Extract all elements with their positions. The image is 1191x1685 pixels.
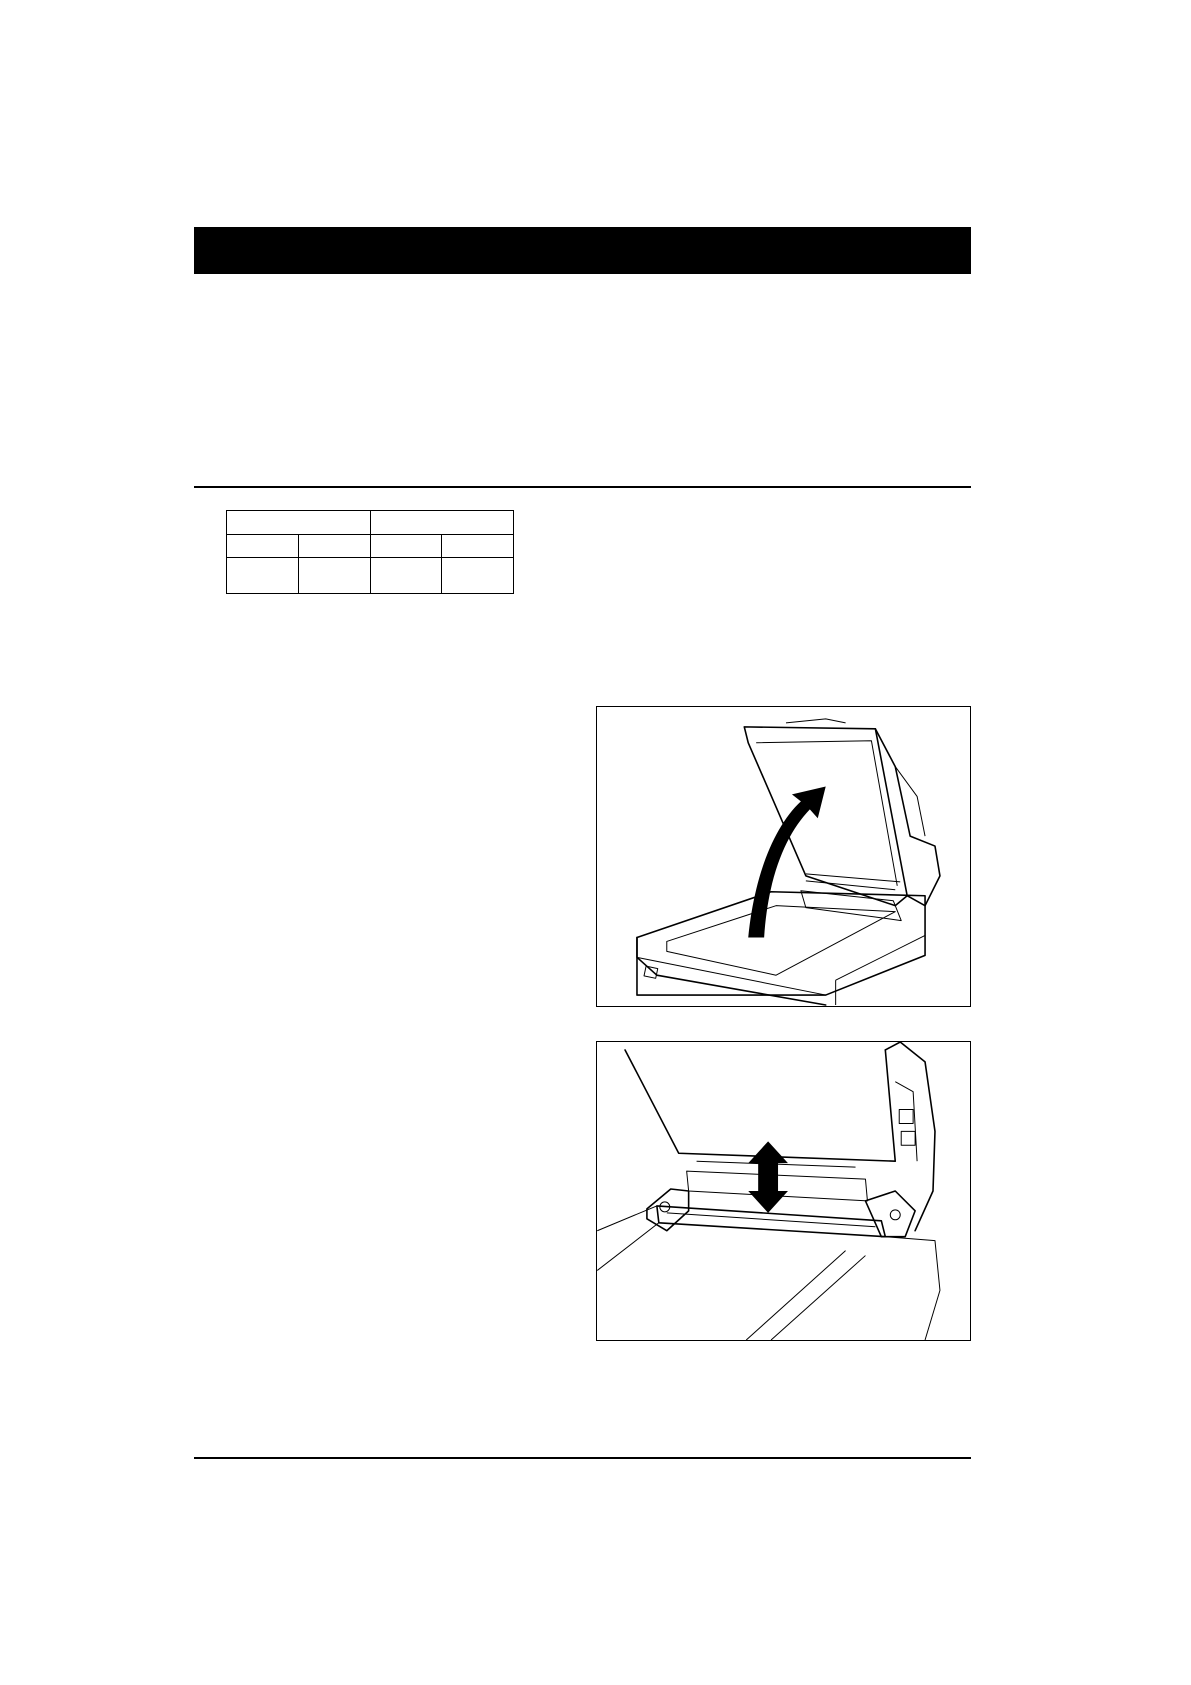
section-header-bar [194,227,971,274]
table-row [227,511,514,535]
table-sub-header [298,535,370,558]
divider-top [194,486,971,488]
figure-open-cover [596,706,971,1007]
table-sub-header [442,535,514,558]
divider-bottom [194,1457,971,1459]
scanner-cover-open-arrow-icon [597,707,970,1006]
settings-table [226,510,514,594]
table-sub-header [227,535,299,558]
scanner-hinge-up-down-arrow-icon [597,1042,970,1340]
table-group-header [227,511,371,535]
table-group-header [370,511,514,535]
table-cell [370,558,442,594]
figure-adjust-hinge [596,1041,971,1341]
section-title [194,238,206,263]
table-sub-header [370,535,442,558]
table-cell [227,558,299,594]
table-row [227,558,514,594]
table-cell [298,558,370,594]
table-row [227,535,514,558]
table-cell [442,558,514,594]
